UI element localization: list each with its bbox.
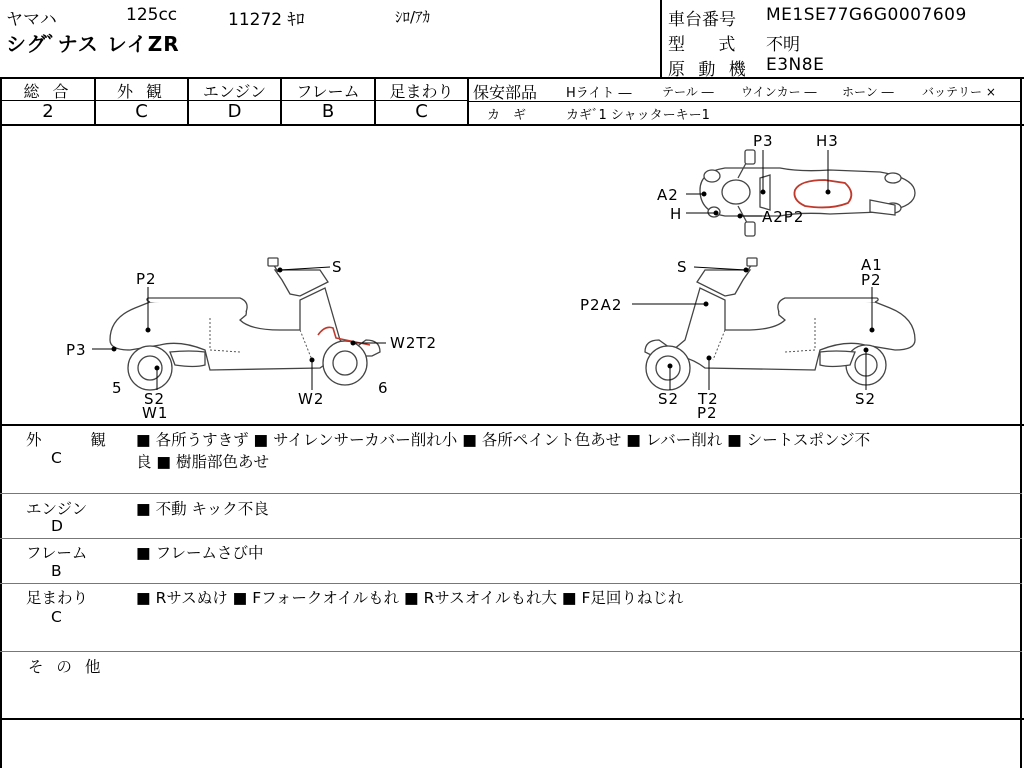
- label-top-p3: P3: [753, 132, 774, 150]
- label-left-p3: P3: [66, 341, 87, 359]
- remark-divider: [0, 651, 1022, 652]
- engine-model-label: 原 動 機: [668, 60, 750, 80]
- label-top-a2: A2: [657, 186, 679, 204]
- safety-winker: ウインカー ―: [741, 85, 817, 99]
- remark-text-engine: ■ 不動 キック不良: [136, 500, 269, 518]
- label-right-p2-bottom: P2: [697, 404, 718, 422]
- label-right-s2-front: S2: [658, 390, 680, 408]
- remark-grade-suspension: C: [51, 608, 62, 626]
- grade-label-suspension: 足まわり: [389, 82, 454, 101]
- label-top-h: H: [670, 205, 683, 223]
- mileage: 11272 ｷﾛ: [228, 10, 305, 30]
- remark-label-frame: フレーム: [26, 544, 88, 562]
- header-divider: [660, 0, 662, 78]
- remark-grade-exterior: C: [51, 449, 62, 467]
- remarks-bottom-line: [0, 718, 1024, 720]
- remark-divider: [0, 493, 1022, 494]
- grade-value-exterior: C: [135, 101, 148, 122]
- label-left-w2: W2: [298, 390, 325, 408]
- key-value: カギﾞ1 シャッターキー1: [566, 108, 710, 123]
- grade-label-overall: 総 合: [23, 82, 73, 101]
- label-left-s: S: [332, 258, 343, 276]
- remark-label-engine: エンジン: [26, 500, 88, 518]
- label-left-w1: W1: [142, 404, 169, 422]
- remark-divider: [0, 583, 1022, 584]
- label-right-s: S: [677, 258, 688, 276]
- right-border: [1020, 77, 1022, 768]
- grade-value-frame: B: [321, 101, 335, 122]
- displacement: 125cc: [126, 5, 178, 25]
- grade-value-engine: D: [227, 101, 242, 122]
- type-label: 型 式: [668, 35, 750, 55]
- label-left-p2: P2: [136, 270, 157, 288]
- remark-divider: [0, 538, 1022, 539]
- safety-headlight: Hライト ―: [566, 86, 632, 101]
- frame-number-label: 車台番号: [668, 10, 736, 30]
- remark-label-exterior: 外 観: [26, 431, 128, 449]
- body-color: ｼﾛ/ｱｶ: [395, 8, 431, 26]
- remark-text-exterior-1: ■ 各所うすきず ■ サイレンサーカバー削れ小 ■ 各所ペイント色あせ ■ レバー削れ ■ シートスポンジ不: [136, 431, 871, 449]
- remark-label-suspension: 足まわり: [26, 589, 89, 607]
- safety-horn: ホーン ―: [842, 85, 894, 99]
- label-left-s2: S2: [144, 390, 166, 408]
- grade-value-suspension: C: [415, 101, 428, 122]
- label-left-5: 5: [112, 379, 123, 397]
- frame-number: ME1SE77G6G0007609: [766, 5, 967, 25]
- remark-label-other: そ の 他: [28, 658, 105, 676]
- label-right-p2a2: P2A2: [580, 296, 623, 314]
- safety-battery: バッテリー ×: [922, 85, 996, 99]
- grade-label-engine: エンジン: [202, 82, 267, 101]
- label-top-h3: H3: [816, 132, 839, 150]
- remarks-top-line: [0, 424, 1024, 426]
- safety-tail: テール ―: [662, 85, 714, 99]
- grade-label-exterior: 外 観: [116, 82, 167, 101]
- remark-text-frame: ■ フレームさび中: [136, 544, 264, 562]
- label-right-a1: A1: [861, 256, 883, 274]
- grade-value-overall: 2: [42, 101, 54, 122]
- label-top-a2p2: A2P2: [762, 208, 805, 226]
- engine-model: E3N8E: [766, 55, 825, 75]
- remark-text-exterior-2: 良 ■ 樹脂部色あせ: [136, 453, 269, 471]
- type-value: 不明: [766, 35, 800, 55]
- maker-name: ヤマハ: [6, 10, 57, 30]
- top-view-scooter: [700, 150, 915, 236]
- remark-text-suspension: ■ Rサスぬけ ■ Fフォークオイルもれ ■ Rサスオイルもれ大 ■ F足回りねじれ: [136, 589, 684, 607]
- remark-grade-engine: D: [51, 517, 63, 535]
- safety-parts-label: 保安部品: [473, 83, 538, 102]
- remark-grade-frame: B: [51, 562, 62, 580]
- label-right-s2-rear: S2: [855, 390, 877, 408]
- label-left-w2t2: W2T2: [390, 334, 438, 352]
- label-right-t2: T2: [698, 390, 719, 408]
- safety-mid-line: [467, 101, 1022, 102]
- label-right-p2: P2: [861, 271, 882, 289]
- key-label: カ ギ: [487, 108, 527, 123]
- model-name: シグﾞナス レイZR: [6, 32, 180, 56]
- grade-label-frame: フレーム: [296, 82, 360, 101]
- label-left-6: 6: [378, 379, 389, 397]
